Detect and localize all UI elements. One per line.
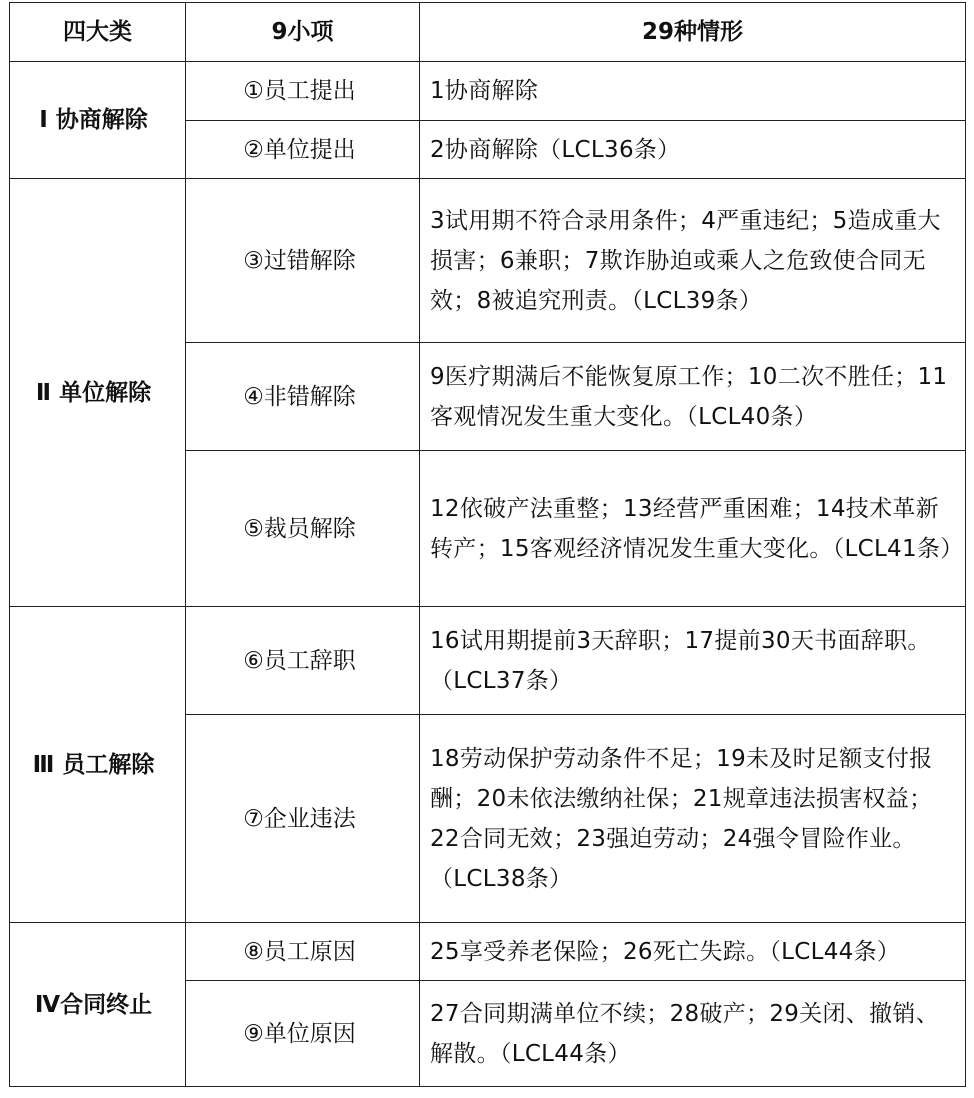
subitem-cell: ③过错解除 (186, 179, 420, 343)
subitem-cell: ⑧员工原因 (186, 923, 420, 981)
category-cell: Ⅰ 协商解除 (10, 62, 186, 179)
table-row (10, 62, 966, 121)
situation-cell: 9医疗期满后不能恢复原工作；10二次不胜任；11客观情况发生重大变化。（LCL40条） (420, 343, 966, 451)
situation-cell: 2协商解除（LCL36条） (420, 121, 966, 179)
situation-cell: 16试用期提前3天辞职；17提前30天书面辞职。（LCL37条） (420, 607, 966, 715)
situation-cell: 25享受养老保险；26死亡失踪。（LCL44条） (420, 923, 966, 981)
situation-cell: 27合同期满单位不续；28破产；29关闭、撤销、解散。（LCL44条） (420, 981, 966, 1087)
header-category: 四大类 (10, 3, 186, 62)
subitem-cell: ②单位提出 (186, 121, 420, 179)
subitem-cell: ⑨单位原因 (186, 981, 420, 1087)
subitem-cell: ⑤裁员解除 (186, 451, 420, 607)
header-row (10, 3, 966, 62)
table-row (10, 179, 966, 343)
situation-cell: 18劳动保护劳动条件不足；19未及时足额支付报酬；20未依法缴纳社保；21规章违法损害权益；22合同无效；23强迫劳动；24强令冒险作业。（LCL38条） (420, 715, 966, 923)
situation-cell: 12依破产法重整；13经营严重困难；14技术革新转产；15客观经济情况发生重大变化。（LCL41条） (420, 451, 966, 607)
subitem-cell: ⑥员工辞职 (186, 607, 420, 715)
situation-cell: 3试用期不符合录用条件；4严重违纪；5造成重大损害；6兼职；7欺诈胁迫或乘人之危致使合同无效；8被追究刑责。（LCL39条） (420, 179, 966, 343)
subitem-cell: ④非错解除 (186, 343, 420, 451)
subitem-cell: ①员工提出 (186, 62, 420, 121)
category-cell: Ⅳ合同终止 (10, 923, 186, 1087)
situation-cell: 1协商解除 (420, 62, 966, 121)
header-subitem: 9小项 (186, 3, 420, 62)
table-row (10, 923, 966, 981)
category-cell: Ⅲ 员工解除 (10, 607, 186, 923)
termination-table (9, 2, 966, 1087)
subitem-cell: ⑦企业违法 (186, 715, 420, 923)
category-cell: Ⅱ 单位解除 (10, 179, 186, 607)
table-row (10, 607, 966, 715)
header-situation: 29种情形 (420, 3, 966, 62)
